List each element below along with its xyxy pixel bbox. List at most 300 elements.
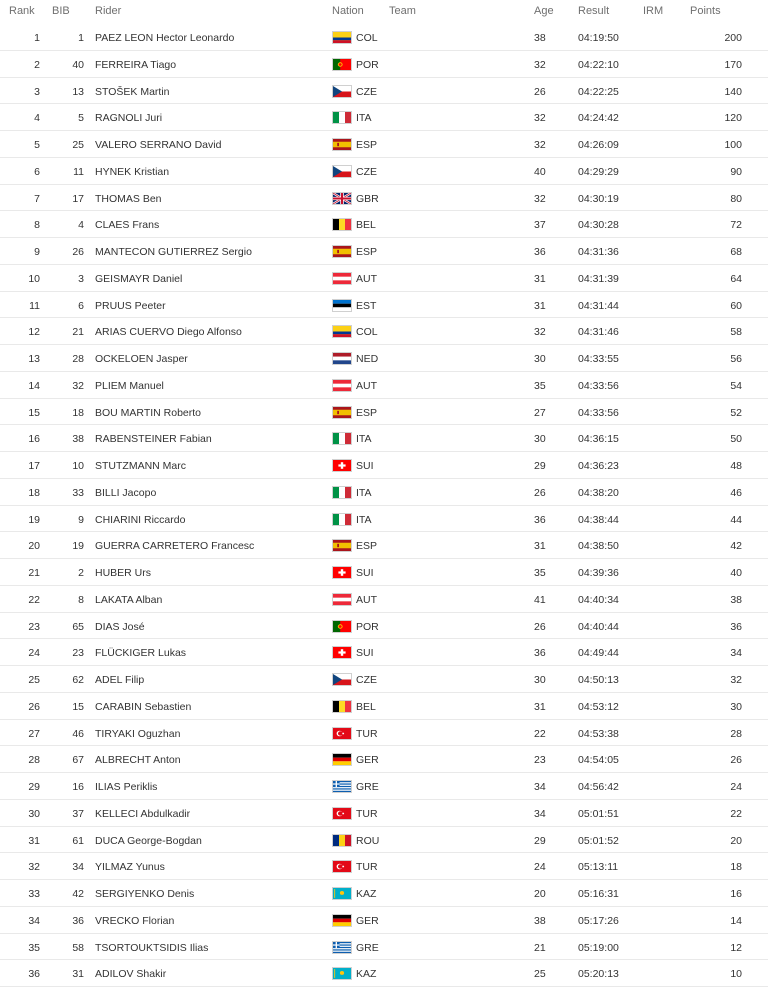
nation-code: ESP	[356, 246, 378, 258]
points-cell: 54	[730, 379, 742, 392]
result-time: 04:22:25	[578, 85, 619, 98]
nation-code: KAZ	[356, 888, 377, 900]
bib-cell: 34	[72, 861, 84, 874]
flag-sui-icon	[332, 646, 352, 659]
column-header-bib[interactable]: BIB	[52, 5, 70, 17]
table-row[interactable]	[0, 827, 768, 854]
rank-cell: 3	[34, 85, 40, 98]
bib-cell: 3	[78, 272, 84, 285]
table-row[interactable]	[0, 318, 768, 345]
rider-name[interactable]: MANTECON GUTIERREZ Sergio	[95, 246, 252, 258]
column-header-points[interactable]: Points	[690, 5, 721, 17]
points-cell: 90	[730, 165, 742, 178]
nation-code: CZE	[356, 674, 377, 686]
age-cell: 32	[534, 139, 546, 151]
points-cell: 10	[730, 968, 742, 981]
rider-name[interactable]: YILMAZ Yunus	[95, 861, 165, 874]
table-row[interactable]	[0, 158, 768, 185]
nation-code: TUR	[356, 727, 378, 740]
rank-cell: 30	[28, 807, 40, 820]
age-cell: 31	[534, 272, 546, 285]
rider-name[interactable]: ALBRECHT Anton	[95, 754, 181, 767]
rider-name[interactable]: TIRYAKI Oguzhan	[95, 727, 181, 740]
nation-code: AUT	[356, 272, 377, 285]
age-cell: 30	[534, 433, 546, 446]
result-time: 05:17:26	[578, 914, 619, 927]
points-cell: 48	[730, 460, 742, 472]
age-cell: 26	[534, 620, 546, 633]
nation-code: GRE	[356, 781, 379, 793]
result-time: 04:40:34	[578, 593, 619, 606]
age-cell: 34	[534, 807, 546, 820]
points-cell: 38	[730, 593, 742, 606]
points-cell: 200	[724, 32, 742, 44]
nation-code: POR	[356, 58, 379, 71]
rider-name[interactable]: TSORTOUKTSIDIS Ilias	[95, 941, 209, 954]
result-time: 05:20:13	[578, 968, 619, 981]
rank-cell: 18	[28, 486, 40, 499]
rank-cell: 20	[28, 540, 40, 553]
result-time: 04:26:09	[578, 139, 619, 151]
rider-name[interactable]: STOŠEK Martin	[95, 85, 170, 98]
rider-name[interactable]: CHIARINI Riccardo	[95, 513, 186, 526]
rank-cell: 34	[28, 914, 40, 927]
rider-name[interactable]: STUTZMANN Marc	[95, 460, 186, 472]
rider-name[interactable]: PRUUS Peeter	[95, 299, 166, 312]
bib-cell: 2	[78, 567, 84, 579]
result-time: 04:33:56	[578, 406, 619, 419]
table-row[interactable]	[0, 720, 768, 747]
points-cell: 42	[730, 540, 742, 553]
nation-code: KAZ	[356, 968, 377, 981]
rider-name[interactable]: HYNEK Kristian	[95, 165, 170, 178]
rank-cell: 32	[28, 861, 40, 874]
table-row[interactable]	[0, 24, 768, 51]
result-time: 04:31:39	[578, 272, 619, 285]
points-cell: 20	[730, 834, 742, 847]
rider-name[interactable]: ILIAS Periklis	[95, 781, 158, 793]
rank-cell: 10	[28, 272, 40, 285]
bib-cell: 5	[78, 112, 84, 125]
table-row[interactable]	[0, 666, 768, 693]
age-cell: 31	[534, 700, 546, 713]
result-time: 04:31:44	[578, 299, 619, 312]
rank-cell: 35	[28, 941, 40, 954]
rider-name[interactable]: RAGNOLI Juri	[95, 112, 163, 125]
table-row[interactable]	[0, 131, 768, 158]
rider-name[interactable]: DUCA George-Bogdan	[95, 834, 202, 847]
flag-ita-icon	[332, 513, 352, 526]
flag-est-icon	[332, 299, 352, 312]
table-row[interactable]	[0, 693, 768, 720]
bib-cell: 67	[72, 754, 84, 767]
rider-name[interactable]: OCKELOEN Jasper	[95, 353, 188, 365]
age-cell: 32	[534, 58, 546, 71]
bib-cell: 33	[72, 486, 84, 499]
rank-cell: 22	[28, 593, 40, 606]
rider-name[interactable]: ADEL Filip	[95, 674, 145, 686]
age-cell: 38	[534, 914, 546, 927]
flag-por-icon	[332, 620, 352, 633]
flag-bel-icon	[332, 700, 352, 713]
points-cell: 34	[730, 647, 742, 660]
points-cell: 14	[730, 914, 742, 927]
rank-cell: 29	[28, 781, 40, 793]
table-row[interactable]	[0, 907, 768, 934]
age-cell: 37	[534, 219, 546, 232]
points-cell: 16	[730, 888, 742, 900]
nation-code: ITA	[356, 112, 372, 125]
result-time: 04:19:50	[578, 32, 619, 44]
result-time: 04:30:28	[578, 219, 619, 232]
points-cell: 12	[730, 941, 742, 954]
rank-cell: 4	[34, 112, 40, 125]
column-header-rider[interactable]: Rider	[95, 5, 122, 17]
rank-cell: 17	[28, 460, 40, 472]
age-cell: 34	[534, 781, 546, 793]
table-row[interactable]	[0, 185, 768, 212]
rank-cell: 16	[28, 433, 40, 446]
table-row[interactable]	[0, 559, 768, 586]
nation-code: ITA	[356, 513, 372, 526]
nation-code: POR	[356, 620, 379, 633]
result-time: 05:16:31	[578, 888, 619, 900]
result-time: 05:13:11	[578, 861, 619, 874]
flag-tur-icon	[332, 860, 352, 873]
table-row[interactable]	[0, 452, 768, 479]
points-cell: 22	[730, 807, 742, 820]
points-cell: 120	[724, 112, 742, 125]
flag-kaz-icon	[332, 887, 352, 900]
nation-code: ROU	[356, 834, 380, 847]
rank-cell: 21	[28, 567, 40, 579]
rider-name[interactable]: CLAES Frans	[95, 219, 160, 232]
column-header-rank[interactable]: Rank	[9, 5, 35, 17]
table-row[interactable]	[0, 746, 768, 773]
flag-gre-icon	[332, 941, 352, 954]
table-row[interactable]	[0, 613, 768, 640]
table-row[interactable]	[0, 292, 768, 319]
table-row[interactable]	[0, 399, 768, 426]
flag-tur-icon	[332, 807, 352, 820]
flag-aut-icon	[332, 272, 352, 285]
flag-bel-icon	[332, 218, 352, 231]
result-time: 05:19:00	[578, 941, 619, 954]
result-time: 04:39:36	[578, 567, 619, 579]
rank-cell: 13	[28, 353, 40, 365]
flag-tur-icon	[332, 727, 352, 740]
rider-name[interactable]: PAEZ LEON Hector Leonardo	[95, 32, 235, 44]
nation-code: TUR	[356, 861, 378, 874]
flag-ita-icon	[332, 486, 352, 499]
bib-cell: 23	[72, 647, 84, 660]
table-row[interactable]	[0, 372, 768, 399]
bib-cell: 42	[72, 888, 84, 900]
points-cell: 68	[730, 246, 742, 258]
result-time: 04:36:23	[578, 460, 619, 472]
rider-name[interactable]: GUERRA CARRETERO Francesc	[95, 540, 255, 553]
age-cell: 26	[534, 85, 546, 98]
table-row[interactable]	[0, 345, 768, 372]
bib-cell: 37	[72, 807, 84, 820]
bib-cell: 65	[72, 620, 84, 633]
age-cell: 29	[534, 460, 546, 472]
result-time: 04:50:13	[578, 674, 619, 686]
table-row[interactable]	[0, 78, 768, 105]
table-row[interactable]	[0, 265, 768, 292]
table-row[interactable]	[0, 238, 768, 265]
rank-cell: 14	[28, 379, 40, 392]
bib-cell: 31	[72, 968, 84, 981]
rider-name[interactable]: SERGIYENKO Denis	[95, 888, 195, 900]
result-time: 04:38:50	[578, 540, 619, 553]
rider-name[interactable]: BOU MARTIN Roberto	[95, 406, 201, 419]
rider-name[interactable]: CARABIN Sebastien	[95, 700, 192, 713]
bib-cell: 15	[72, 700, 84, 713]
age-cell: 23	[534, 754, 546, 767]
bib-cell: 36	[72, 914, 84, 927]
bib-cell: 21	[72, 326, 84, 339]
nation-code: AUT	[356, 379, 377, 392]
age-cell: 27	[534, 406, 546, 419]
rank-cell: 7	[34, 192, 40, 205]
points-cell: 44	[730, 513, 742, 526]
flag-ned-icon	[332, 352, 352, 365]
rank-cell: 28	[28, 754, 40, 767]
rank-cell: 9	[34, 246, 40, 258]
flag-cze-icon	[332, 85, 352, 98]
points-cell: 80	[730, 192, 742, 205]
result-time: 04:31:46	[578, 326, 619, 339]
points-cell: 50	[730, 433, 742, 446]
age-cell: 31	[534, 540, 546, 553]
points-cell: 60	[730, 299, 742, 312]
bib-cell: 46	[72, 727, 84, 740]
result-time: 04:49:44	[578, 647, 619, 660]
bib-cell: 17	[72, 192, 84, 205]
results-table-body	[0, 24, 768, 987]
bib-cell: 61	[72, 834, 84, 847]
age-cell: 35	[534, 567, 546, 579]
table-row[interactable]	[0, 773, 768, 800]
flag-cze-icon	[332, 673, 352, 686]
points-cell: 56	[730, 353, 742, 365]
bib-cell: 28	[72, 353, 84, 365]
rider-name[interactable]: KELLECI Abdulkadir	[95, 807, 191, 820]
flag-sui-icon	[332, 459, 352, 472]
nation-code: BEL	[356, 700, 376, 713]
nation-code: EST	[356, 299, 377, 312]
bib-cell: 1	[78, 32, 84, 44]
points-cell: 36	[730, 620, 742, 633]
column-header-team[interactable]: Team	[389, 5, 416, 17]
points-cell: 170	[724, 58, 742, 71]
points-cell: 64	[730, 272, 742, 285]
result-time: 04:31:36	[578, 246, 619, 258]
flag-gbr-icon	[332, 192, 352, 205]
rider-name[interactable]: RABENSTEINER Fabian	[95, 433, 212, 446]
rider-name[interactable]: ADILOV Shakir	[95, 968, 167, 981]
nation-code: GER	[356, 914, 379, 927]
rank-cell: 27	[28, 727, 40, 740]
column-header-age[interactable]: Age	[534, 5, 554, 17]
rank-cell: 36	[28, 968, 40, 981]
bib-cell: 9	[78, 513, 84, 526]
bib-cell: 25	[72, 139, 84, 151]
rider-name[interactable]: FERREIRA Tiago	[95, 58, 177, 71]
bib-cell: 40	[72, 58, 84, 71]
points-cell: 140	[724, 85, 742, 98]
table-row[interactable]	[0, 425, 768, 452]
age-cell: 20	[534, 888, 546, 900]
flag-aut-icon	[332, 593, 352, 606]
bib-cell: 58	[72, 941, 84, 954]
result-time: 04:54:05	[578, 754, 619, 767]
nation-code: GER	[356, 754, 379, 767]
rider-name[interactable]: LAKATA Alban	[95, 593, 163, 606]
points-cell: 18	[730, 861, 742, 874]
bib-cell: 18	[72, 406, 84, 419]
result-time: 04:40:44	[578, 620, 619, 633]
points-cell: 72	[730, 219, 742, 232]
rider-name[interactable]: VRECKO Florian	[95, 914, 175, 927]
rank-cell: 24	[28, 647, 40, 660]
nation-code: GRE	[356, 941, 379, 954]
rider-name[interactable]: DIAS José	[95, 620, 145, 633]
age-cell: 38	[534, 32, 546, 44]
rank-cell: 8	[34, 219, 40, 232]
bib-cell: 4	[78, 219, 84, 232]
result-time: 04:53:12	[578, 700, 619, 713]
rider-name[interactable]: THOMAS Ben	[95, 192, 162, 205]
result-time: 04:30:19	[578, 192, 619, 205]
age-cell: 32	[534, 192, 546, 205]
flag-ita-icon	[332, 111, 352, 124]
points-cell: 30	[730, 700, 742, 713]
nation-code: COL	[356, 32, 378, 44]
rank-cell: 1	[34, 32, 40, 44]
flag-esp-icon	[332, 406, 352, 419]
column-header-nation[interactable]: Nation	[332, 5, 364, 17]
nation-code: COL	[356, 326, 378, 339]
rider-name[interactable]: BILLI Jacopo	[95, 486, 157, 499]
flag-rou-icon	[332, 834, 352, 847]
nation-code: ESP	[356, 139, 378, 151]
rank-cell: 23	[28, 620, 40, 633]
column-header-result[interactable]: Result	[578, 5, 610, 17]
table-row[interactable]	[0, 800, 768, 827]
rank-cell: 15	[28, 406, 40, 419]
table-row[interactable]	[0, 853, 768, 880]
age-cell: 21	[534, 941, 546, 954]
bib-cell: 10	[72, 460, 84, 472]
nation-code: SUI	[356, 647, 374, 660]
flag-esp-icon	[332, 539, 352, 552]
table-row[interactable]	[0, 51, 768, 78]
rank-cell: 31	[28, 834, 40, 847]
rider-name[interactable]: GEISMAYR Daniel	[95, 272, 183, 285]
rank-cell: 25	[28, 674, 40, 686]
flag-col-icon	[332, 325, 352, 338]
age-cell: 26	[534, 486, 546, 499]
bib-cell: 11	[73, 165, 84, 178]
flag-ger-icon	[332, 753, 352, 766]
points-cell: 26	[730, 754, 742, 767]
table-row[interactable]	[0, 586, 768, 613]
bib-cell: 62	[72, 674, 84, 686]
age-cell: 36	[534, 246, 546, 258]
points-cell: 46	[730, 486, 742, 499]
age-cell: 41	[534, 593, 546, 606]
table-row[interactable]	[0, 211, 768, 238]
rank-cell: 12	[28, 326, 40, 339]
result-time: 04:38:20	[578, 486, 619, 499]
table-row[interactable]	[0, 479, 768, 506]
result-time: 05:01:52	[578, 834, 619, 847]
rider-name[interactable]: ARIAS CUERVO Diego Alfonso	[95, 326, 242, 339]
flag-ger-icon	[332, 914, 352, 927]
result-time: 04:22:10	[578, 58, 619, 71]
result-time: 04:33:56	[578, 379, 619, 392]
bib-cell: 38	[72, 433, 84, 446]
bib-cell: 32	[72, 379, 84, 392]
table-row[interactable]	[0, 532, 768, 559]
result-time: 04:53:38	[578, 727, 619, 740]
bib-cell: 13	[72, 85, 84, 98]
nation-code: GBR	[356, 192, 379, 205]
table-row[interactable]	[0, 104, 768, 131]
nation-code: ITA	[356, 486, 372, 499]
bib-cell: 16	[72, 781, 84, 793]
rider-name[interactable]: HUBER Urs	[95, 567, 152, 579]
table-row[interactable]	[0, 639, 768, 666]
flag-cze-icon	[332, 165, 352, 178]
points-cell: 100	[724, 139, 742, 151]
result-time: 04:56:42	[578, 781, 619, 793]
points-cell: 24	[730, 781, 742, 793]
rider-name[interactable]: FLÜCKIGER Lukas	[95, 647, 187, 660]
table-row[interactable]	[0, 880, 768, 907]
table-row[interactable]	[0, 506, 768, 533]
nation-code: NED	[356, 353, 379, 365]
bib-cell: 8	[78, 593, 84, 606]
nation-code: ITA	[356, 433, 372, 446]
nation-code: ESP	[356, 406, 378, 419]
age-cell: 31	[534, 299, 546, 312]
age-cell: 32	[534, 326, 546, 339]
result-time: 04:36:15	[578, 433, 619, 446]
flag-aut-icon	[332, 379, 352, 392]
age-cell: 25	[534, 968, 546, 981]
rank-cell: 19	[28, 513, 40, 526]
age-cell: 40	[534, 165, 546, 178]
rider-name[interactable]: PLIEM Manuel	[95, 379, 164, 392]
age-cell: 30	[534, 674, 546, 686]
nation-code: ESP	[356, 540, 378, 553]
age-cell: 32	[534, 112, 546, 125]
age-cell: 29	[534, 834, 546, 847]
table-header	[0, 0, 768, 24]
rider-name[interactable]: VALERO SERRANO David	[95, 139, 222, 151]
column-header-irm[interactable]: IRM	[643, 5, 664, 17]
result-time: 05:01:51	[578, 807, 619, 820]
age-cell: 36	[534, 647, 546, 660]
table-row[interactable]	[0, 934, 768, 961]
table-row[interactable]	[0, 960, 768, 987]
flag-ita-icon	[332, 432, 352, 445]
nation-code: CZE	[356, 85, 377, 98]
flag-gre-icon	[332, 780, 352, 793]
